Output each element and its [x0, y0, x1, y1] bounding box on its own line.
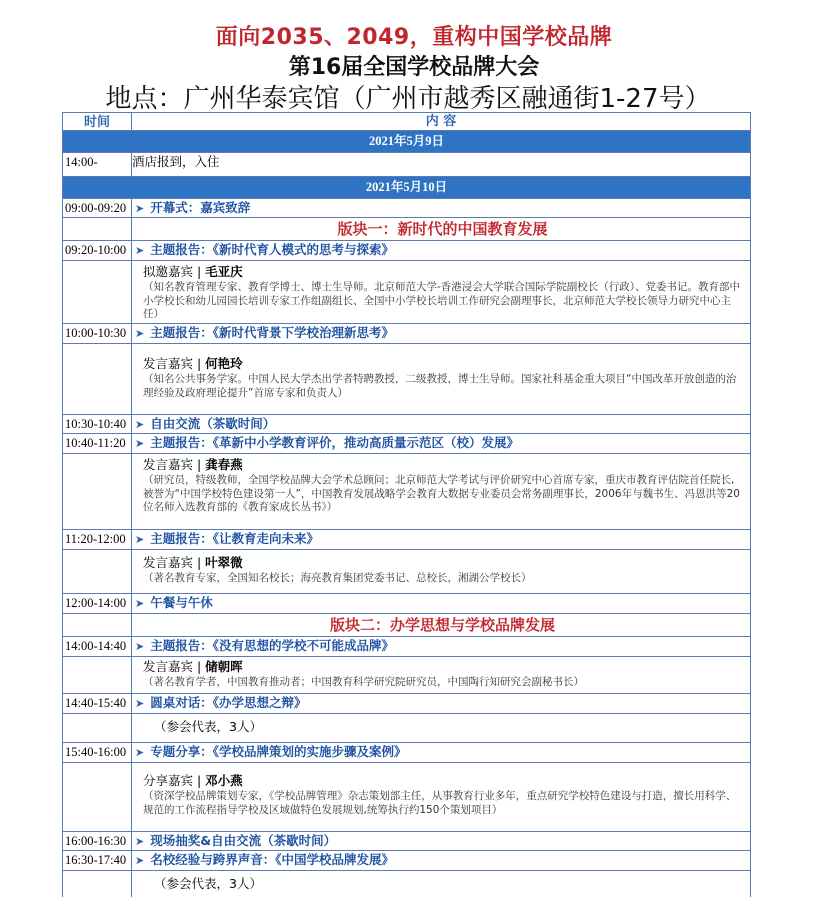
table-header-row [62, 112, 751, 131]
session-title [132, 743, 751, 762]
arrow-right-icon: ➤ [135, 244, 145, 257]
session-label: 主题报告：《让教育走向未来》 [150, 531, 319, 546]
schedule-table [62, 112, 751, 897]
session-title [132, 415, 751, 433]
day-row [62, 177, 751, 199]
arrow-right-icon: ➤ [135, 327, 145, 340]
representative-row [62, 714, 751, 743]
speaker-bio: （研究员，特级教师，全国学校品牌大会学术总顾问；北京师范大学考试与评价研究中心首席专家，重庆市教育评估院首任院长,被誉为“中国学校特色建设第一人”，中国教育发展战略学会教育大数据专业委员会常务副理事长，2006年与魏书生、冯恩洪等20位名师入选教育部的《教育家成长丛书》） [143, 474, 740, 513]
block-title: 版块一：新时代的中国教育发展 [132, 218, 751, 240]
time-cell: 14:00- [62, 153, 132, 176]
table-row [62, 594, 751, 614]
speaker-bio: （知名教育管理专家、教育学博士、博士生导师。北京师范大学-香港浸会大学联合国际学院副校长（行政）、党委书记。教育部中小学校长和幼儿园园长培训专家工作组副组长、全国中小学校长培训工作研究会副理事长，北京师范大学校长领导力研究中心主任） [143, 281, 741, 320]
arrow-right-icon: ➤ [135, 533, 145, 546]
speaker-row [62, 454, 751, 530]
table-row [62, 434, 751, 454]
day-label: 2021年5月10日 [62, 177, 751, 198]
session-title [132, 530, 751, 549]
session-title [132, 694, 751, 713]
arrow-right-icon: ➤ [135, 640, 145, 653]
time-cell: 15:40-16:00 [62, 743, 132, 762]
speaker-name: 发言嘉宾 | 叶翠微 [143, 555, 243, 570]
session-title [132, 637, 751, 656]
time-cell-empty [62, 344, 132, 414]
block-row [62, 614, 751, 637]
speaker-cell [132, 763, 751, 831]
speaker-bio: （著名教育专家，全国知名校长；海亮教育集团党委书记、总校长，湘湖公学校长） [143, 572, 532, 584]
event-slogan: 面向2035、2049，重构中国学校品牌 [215, 25, 613, 50]
session-label: 主题报告：《革新中小学教育评价，推动高质量示范区（校）发展》 [150, 435, 519, 450]
speaker-row [62, 550, 751, 594]
event-title: 第16届全国学校品牌大会 [288, 55, 540, 80]
time-cell: 09:00-09:20 [62, 199, 132, 217]
speaker-row [62, 763, 751, 832]
session-title [132, 832, 751, 850]
session-label: 开幕式：嘉宾致辞 [150, 200, 251, 215]
table-row [62, 199, 751, 218]
representative-cell: （参会代表，3人） [132, 871, 751, 897]
speaker-cell [132, 550, 751, 593]
time-cell-empty [62, 657, 132, 693]
session-label: 主题报告：《新时代育人模式的思考与探索》 [150, 242, 394, 257]
time-cell-empty [62, 261, 132, 323]
speaker-name: 发言嘉宾 | 储朝晖 [143, 659, 243, 674]
session-label: 主题报告：《没有思想的学校不可能成品牌》 [150, 638, 394, 653]
session-label: 圆桌对话：《办学思想之辩》 [150, 695, 307, 710]
speaker-cell [132, 657, 751, 693]
speaker-cell [132, 454, 751, 529]
arrow-right-icon: ➤ [135, 854, 145, 867]
session-label: 午餐与午休 [150, 595, 213, 610]
speaker-bio: （资深学校品牌策划专家，《学校品牌管理》杂志策划部主任，从事教育行业多年，重点研究学校特色建设与打造，擅长用科学、规范的工作流程指导学校及区域做特色发展规划,统筹执行约150个策划项目） [143, 790, 737, 816]
table-row [62, 153, 751, 177]
time-cell-empty [62, 763, 132, 831]
representative-cell: （参会代表，3人） [132, 714, 751, 742]
time-cell-empty [62, 454, 132, 529]
arrow-right-icon: ➤ [135, 597, 145, 610]
session-label: 名校经验与跨界声音：《中国学校品牌发展》 [150, 852, 394, 867]
table-row [62, 637, 751, 657]
session-title [132, 594, 751, 613]
session-label: 自由交流（茶歇时间） [150, 416, 276, 431]
speaker-row [62, 261, 751, 324]
time-cell: 16:30-17:40 [62, 851, 132, 870]
content-cell: 酒店报到，入住 [132, 153, 751, 176]
arrow-right-icon: ➤ [135, 418, 145, 431]
table-row [62, 743, 751, 763]
time-cell: 11:20-12:00 [62, 530, 132, 549]
column-header-content: 内 容 [132, 113, 751, 130]
arrow-right-icon: ➤ [135, 697, 145, 710]
time-cell: 14:40-15:40 [62, 694, 132, 713]
speaker-name: 分享嘉宾 | 邓小燕 [143, 773, 243, 788]
time-cell: 10:40-11:20 [62, 434, 132, 453]
session-title [132, 851, 751, 870]
table-row [62, 694, 751, 714]
arrow-right-icon: ➤ [135, 835, 145, 848]
time-cell-empty [62, 550, 132, 593]
session-title [132, 324, 751, 343]
session-title [132, 199, 751, 217]
time-cell-empty [62, 218, 132, 240]
column-header-time: 时间 [62, 113, 132, 130]
time-cell-empty [62, 871, 132, 897]
time-cell-empty [62, 614, 132, 636]
session-label: 现场抽奖&自由交流（茶歇时间） [150, 833, 337, 848]
block-row [62, 218, 751, 241]
speaker-bio: （知名公共事务学家。中国人民大学杰出学者特聘教授，二级教授，博士生导师。国家社科基金重大项目“中国改革开放创造的治理经验及政府理论提升”首席专家和负责人） [143, 373, 737, 399]
time-cell: 12:00-14:00 [62, 594, 132, 613]
speaker-row [62, 344, 751, 415]
day-label: 2021年5月9日 [62, 131, 751, 152]
session-label: 专题分享：《学校品牌策划的实施步骤及案例》 [150, 744, 407, 759]
speaker-cell [132, 344, 751, 414]
speaker-name: 发言嘉宾 | 龚春燕 [143, 457, 243, 472]
time-cell: 10:00-10:30 [62, 324, 132, 343]
block-title: 版块二：办学思想与学校品牌发展 [132, 614, 751, 636]
arrow-right-icon: ➤ [135, 746, 145, 759]
speaker-bio: （著名教育学者，中国教育推动者；中国教育科学研究院研究员，中国陶行知研究会副秘书长） [143, 676, 584, 688]
time-cell: 16:00-16:30 [62, 832, 132, 850]
table-row [62, 324, 751, 344]
table-row [62, 530, 751, 550]
time-cell: 09:20-10:00 [62, 241, 132, 260]
table-row [62, 851, 751, 871]
table-row [62, 832, 751, 851]
event-location: 地点：广州华泰宾馆（广州市越秀区融通街1-27号） [105, 84, 711, 114]
day-row [62, 131, 751, 153]
time-cell-empty [62, 714, 132, 742]
table-row [62, 415, 751, 434]
speaker-name: 拟邀嘉宾 | 毛亚庆 [143, 264, 243, 279]
time-cell: 10:30-10:40 [62, 415, 132, 433]
representative-row [62, 871, 751, 897]
table-row [62, 241, 751, 261]
session-title [132, 434, 751, 453]
speaker-row [62, 657, 751, 694]
speaker-cell [132, 261, 751, 323]
time-cell: 14:00-14:40 [62, 637, 132, 656]
speaker-name: 发言嘉宾 | 何艳玲 [143, 356, 243, 371]
arrow-right-icon: ➤ [135, 202, 145, 215]
session-title [132, 241, 751, 260]
arrow-right-icon: ➤ [135, 437, 145, 450]
session-label: 主题报告：《新时代背景下学校治理新思考》 [150, 325, 394, 340]
